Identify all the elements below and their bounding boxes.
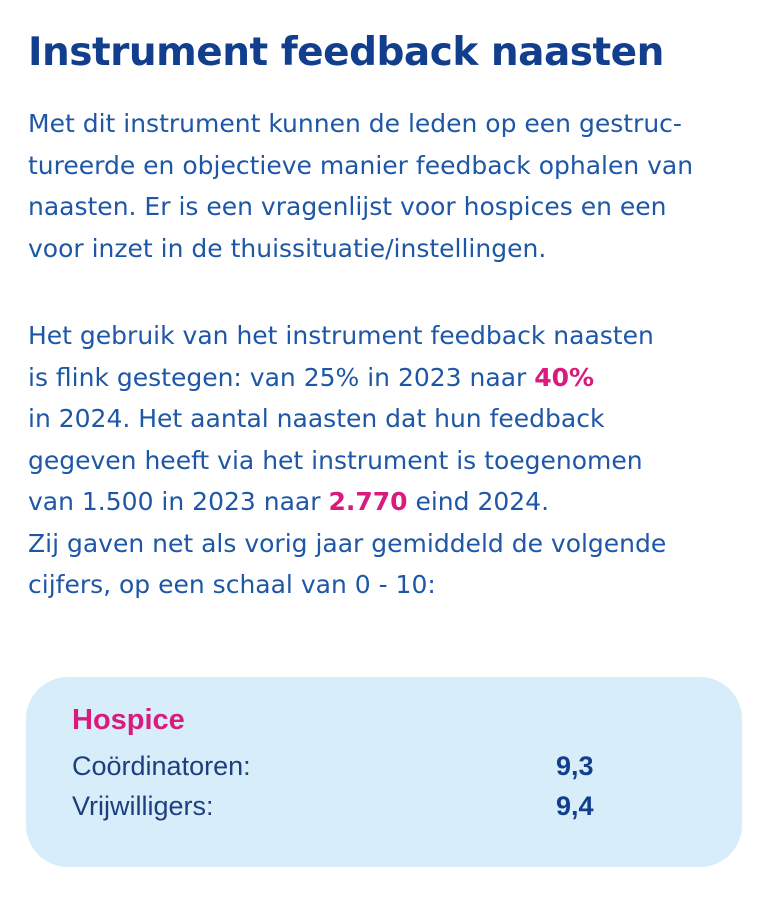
hospice-title: Hospice [72, 704, 185, 736]
intro-line: naasten. Er is een vragenlijst voor hospices en een [28, 192, 667, 221]
usage-paragraph [28, 315, 748, 606]
score-label: Coördinatoren: [72, 751, 251, 781]
score-value: 9,4 [556, 791, 594, 821]
usage-line [28, 357, 748, 399]
hospice-scores-panel [26, 677, 742, 867]
feedback-count-highlight: 2.770 [328, 487, 408, 516]
intro-line: voor inzet in de thuissituatie/instellingen. [28, 233, 547, 263]
usage-line: in 2024. Het aantal naasten dat hun feedback [28, 404, 605, 433]
usage-percentage-highlight: 40% [534, 362, 595, 392]
intro-line: tureerde en objectieve manier feedback ophalen van [28, 150, 694, 180]
usage-line: gegeven heeft via het instrument is toegenomen [28, 445, 643, 475]
usage-line-text: van 1.500 in 2023 naar [28, 487, 329, 516]
usage-line-text: eind 2024. [407, 487, 550, 516]
page-title: Instrument feedback naasten [28, 30, 664, 75]
usage-line: Het gebruik van het instrument feedback naasten [28, 321, 654, 350]
usage-line [28, 481, 748, 523]
score-row-volunteers [72, 791, 612, 831]
usage-line-text: is flink gestegen: van 25% in 2023 naar [28, 362, 535, 392]
score-row-coordinators [72, 751, 612, 791]
score-label: Vrijwilligers: [72, 791, 214, 821]
score-value: 9,3 [556, 751, 594, 781]
intro-paragraph [28, 103, 748, 269]
usage-line: cijfers, op een schaal van 0 - 10: [28, 570, 436, 599]
usage-line: Zij gaven net als vorig jaar gemiddeld de volgende [28, 528, 667, 558]
intro-line: Met dit instrument kunnen de leden op een gestruc- [28, 109, 682, 138]
